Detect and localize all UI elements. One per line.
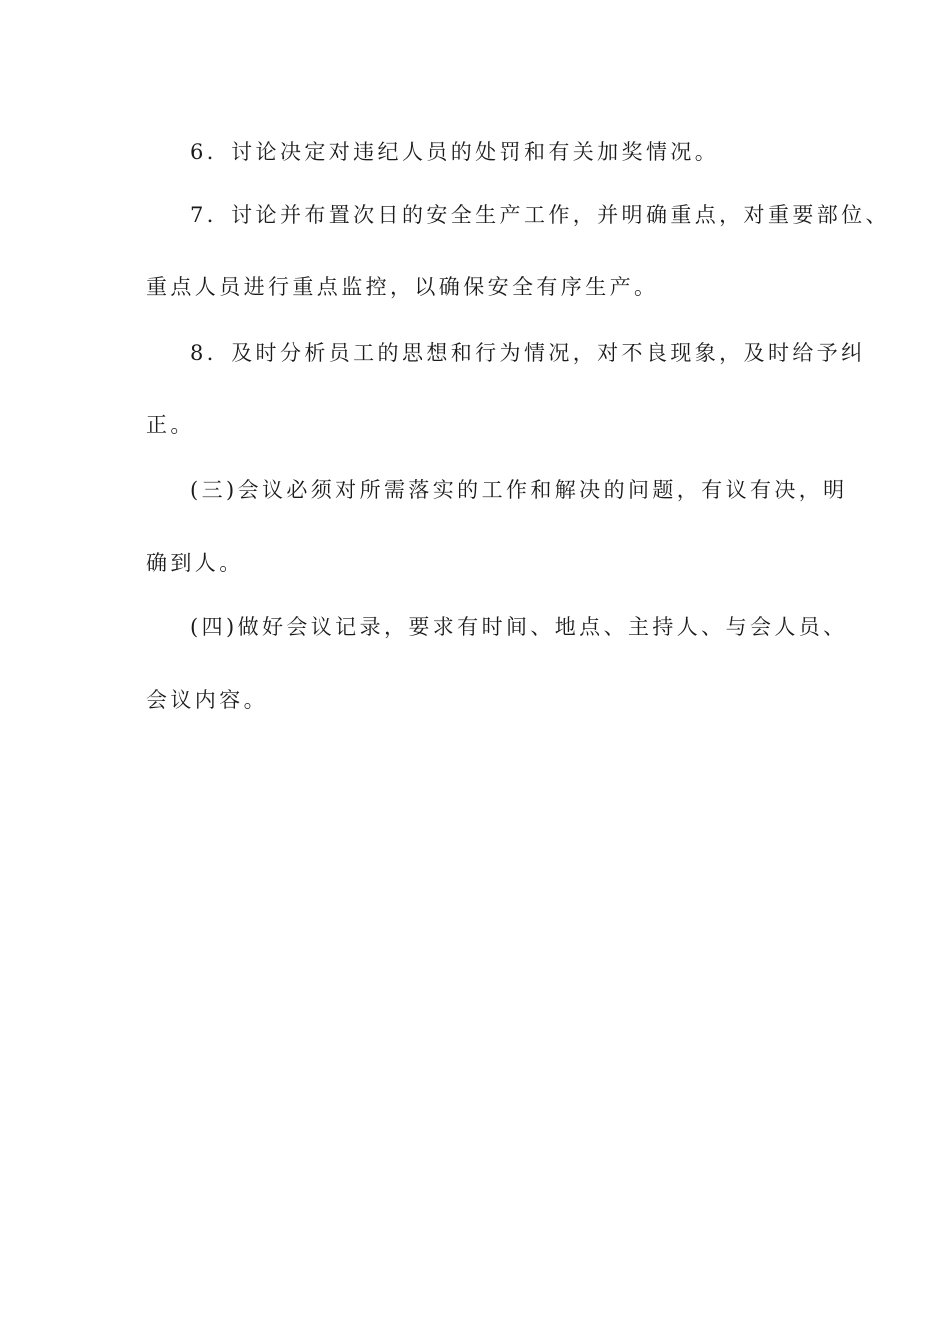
section-4-text-line-2: 会议内容。 xyxy=(146,688,268,712)
item-8-text-line-2: 正。 xyxy=(146,413,195,437)
item-6-text: 6．讨论决定对违纪人员的处罚和有关加奖情况。 xyxy=(190,140,720,164)
item-8-text-line-1: 8．及时分析员工的思想和行为情况，对不良现象，及时给予纠 xyxy=(190,341,866,365)
item-7-text-line-2: 重点人员进行重点监控，以确保安全有序生产。 xyxy=(146,275,659,299)
section-3-text-line-2: 确到人。 xyxy=(146,551,244,575)
section-4-text-line-1: (四)做好会议记录，要求有时间、地点、主持人、与会人员、 xyxy=(190,615,848,639)
item-7-text-line-1: 7．讨论并布置次日的安全生产工作，并明确重点，对重要部位、 xyxy=(190,203,890,227)
section-3-text-line-1: (三)会议必须对所需落实的工作和解决的问题，有议有决，明 xyxy=(190,478,848,502)
